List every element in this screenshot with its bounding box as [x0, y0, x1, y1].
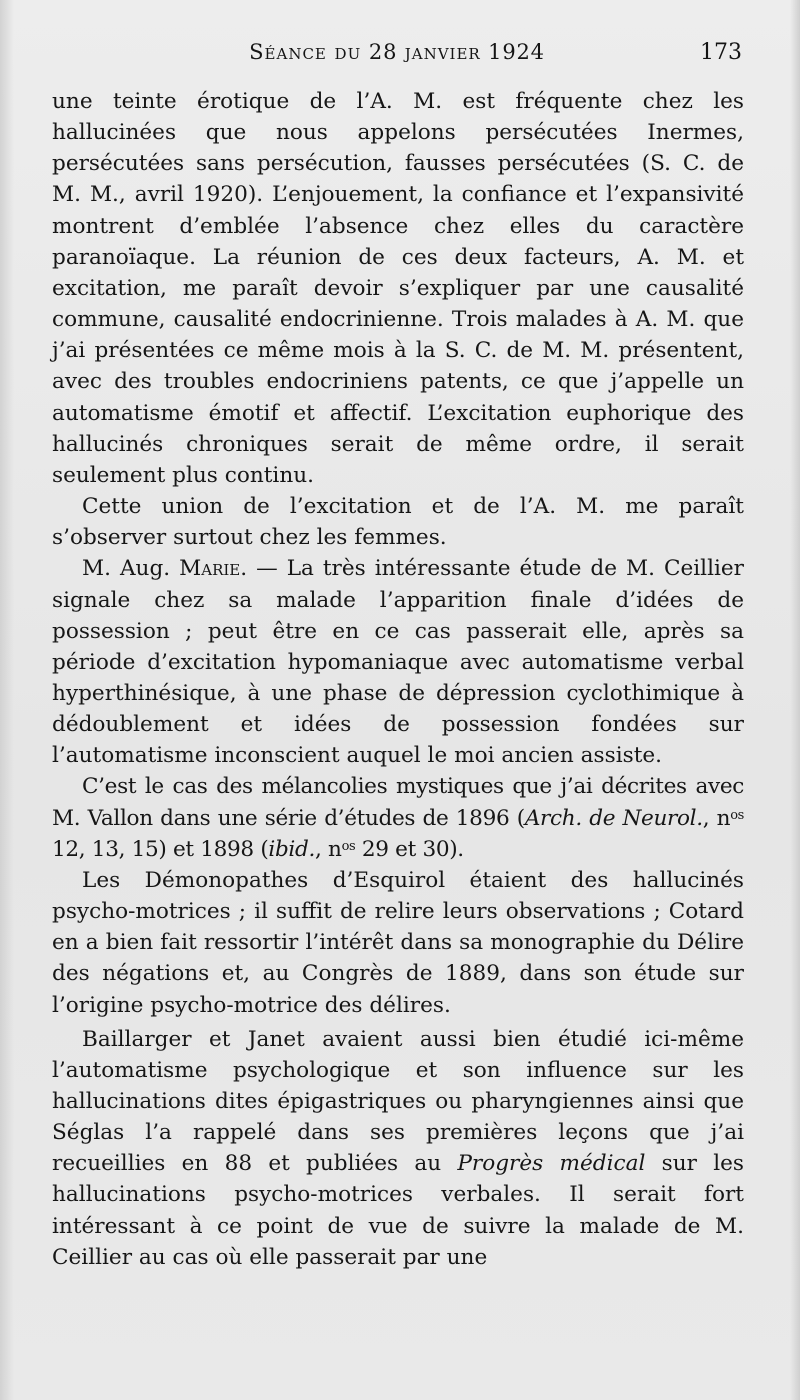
journal-title-arch-neurol: Arch. de Neurol.: [524, 805, 703, 831]
running-title-year: 1924: [480, 40, 545, 64]
paragraph-baillarger: [52, 1024, 744, 1273]
paragraph-melancolies: [52, 771, 744, 864]
paragraph-continuation: une teinte érotique de l’A. M. est fréquente chez les hallucinées que nous appelons persécutées Inermes, persécutées sans persécution, fausses persécutées (S. C. de M. M., avril 1920). L’enjouement, la confiance et l’expansivité montrent d’emblée l’absence chez elles du caractère paranoïaque. La réunion de ces deux facteurs, A. M. et excitation, me paraît devoir s’expliquer par une causalité commune, causalité endocrinienne. Trois malades à A. M. que j’ai présentées ce même mois à la S. C. de M. M. présentent, avec des troubles endocriniens patents, ce que j’appelle un automatisme émotif et affectif. L’excitation euphorique des hallucinés chroniques serait de même ordre, il serait seulement plus continu.: [52, 89, 744, 488]
running-title: [52, 40, 742, 64]
page-edge-shadow: [790, 0, 800, 1400]
paragraph-marie-text: La très intéressante étude de M. Ceillier signale chez sa malade l’apparition finale d’idées de possession ; peut être en ce cas passerait elle, après sa période d’excitation hypomaniaque avec automatisme verbal hyperthinésique, à une phase de dépression cyclothimique à dédoublement et idées de possession fondées sur l’automatisme inconscient auquel le moi ancien assiste.: [52, 556, 744, 769]
speaker-name: Marie: [179, 556, 241, 582]
text-run: C’est le cas des mélancolies mystiques que j’ai décrites avec M. Vallon dans une série d’études de 1896 (: [52, 774, 744, 831]
text-run: Baillarger et Janet avaient aussi bien étudié ici-même l’automatisme psychologique et son influence sur les hallucinations dites épigastriques ou pharyngiennes ainsi que Séglas l’a rappelé dans ses premières leçons que j’ai recueillies en 88 et publiées au: [52, 1026, 744, 1177]
page-number: 173: [700, 40, 742, 65]
text-run: 12, 13, 15) et 1898 (: [52, 836, 269, 862]
running-title-month: janvier: [404, 40, 481, 64]
paragraph-demonopathes: Les Démonopathes d’Esquirol étaient des hallucinés psycho-motrices ; il suffit de relire leurs observations ; Cotard en a bien fait ressortir l’intérêt dans sa monographie du Délire des négations et, au Congrès de 1889, dans son étude sur l’origine psycho-motrice des délires.: [52, 867, 744, 1018]
ibid-citation: ibid.: [268, 836, 315, 862]
paragraph-women: Cette union de l’excitation et de l’A. M. me paraît s’observer surtout chez les femmes.: [52, 494, 744, 551]
page-header: [52, 40, 742, 72]
speaker-prefix: M. Aug.: [82, 556, 180, 582]
body-text: [52, 86, 744, 1273]
text-run: , n: [314, 836, 342, 862]
running-title-date: 28: [368, 40, 405, 64]
text-run: sur les hallucinations psycho-motrices verbales. Il serait fort intéressant à ce point de vue de suivre la malade de M. Ceillier au cas où elle passerait par une: [52, 1151, 744, 1270]
paragraph-marie-comment: [52, 553, 744, 771]
text-run: 29 et 30).: [355, 836, 464, 862]
journal-title-progres-medical: Progrès médical: [457, 1151, 646, 1177]
running-title-prefix: Séance du: [249, 40, 369, 64]
superscript: os: [730, 807, 744, 823]
superscript: os: [341, 838, 356, 854]
speaker-suffix: . —: [240, 556, 287, 582]
page-gutter-shadow: [0, 0, 14, 1400]
text-run: , n: [702, 805, 731, 831]
